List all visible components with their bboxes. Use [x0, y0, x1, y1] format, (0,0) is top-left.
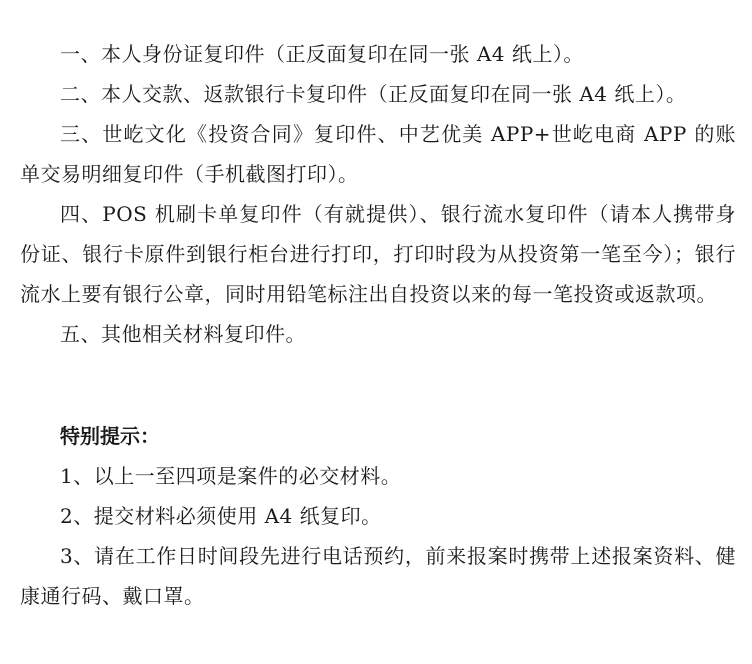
notice-heading: 特别提示： — [60, 424, 160, 448]
notice-item-1: 1、以上一至四项是案件的必交材料。 — [60, 464, 402, 488]
notice-item-2: 2、提交材料必须使用 A4 纸复印。 — [60, 504, 382, 528]
document-body — [20, 34, 736, 616]
notice-item-3: 3、请在工作日时间段先进行电话预约，前来报案时携带上述报案资料、健康通行码、戴口罩。 — [20, 544, 736, 608]
requirement-1: 一、本人身份证复印件（正反面复印在同一张 A4 纸上）。 — [60, 42, 584, 66]
requirement-3: 三、世屹文化《投资合同》复印件、中艺优美 APP+世屹电商 APP 的账单交易明细复印件（手机截图打印）。 — [20, 122, 736, 186]
requirement-4: 四、POS 机刷卡单复印件（有就提供）、银行流水复印件（请本人携带身份证、银行卡原件到银行柜台进行打印，打印时段为从投资第一笔至今）；银行流水上要有银行公章，同时用铅笔标注出自投资以来的每一笔投资或返款项。 — [20, 202, 736, 306]
requirement-5: 五、其他相关材料复印件。 — [60, 322, 306, 346]
requirement-2: 二、本人交款、返款银行卡复印件（正反面复印在同一张 A4 纸上）。 — [60, 82, 687, 106]
section-spacer — [20, 354, 736, 416]
